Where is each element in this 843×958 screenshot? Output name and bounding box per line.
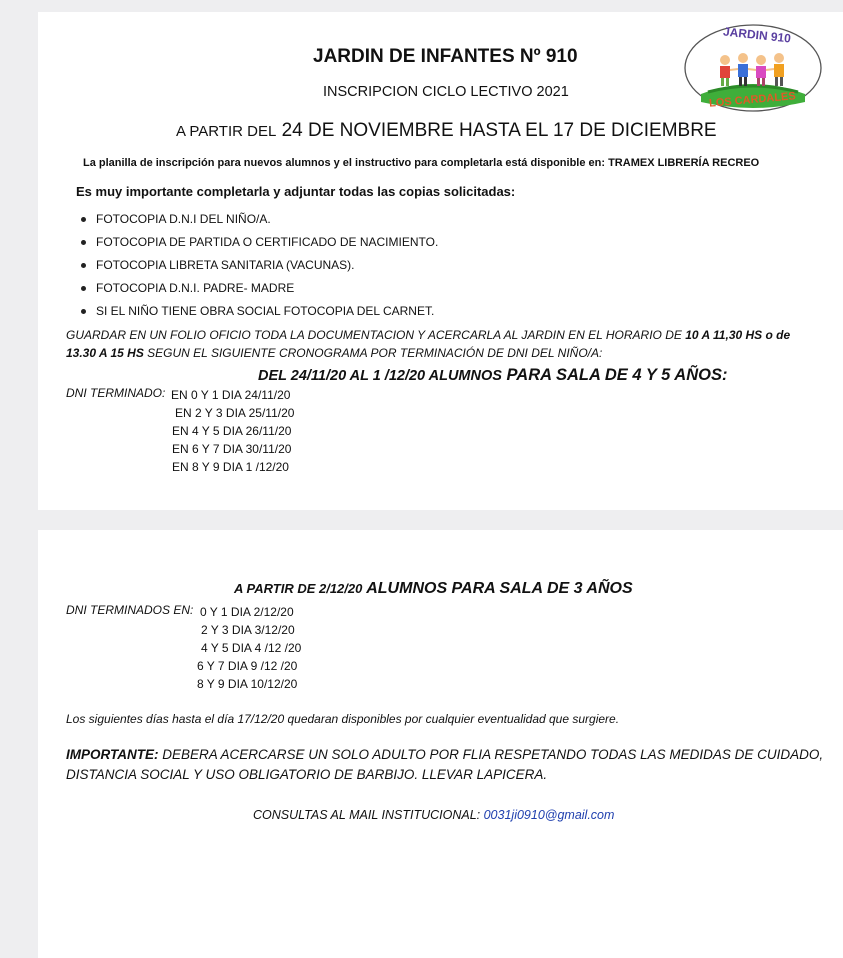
contact-line	[253, 808, 614, 822]
instructions-text: GUARDAR EN UN FOLIO OFICIO TODA LA DOCUMENTACION Y ACERCARLA AL JARDIN EN EL HORARIO DE	[66, 328, 686, 342]
list-item: EN 4 Y 5 DIA 26/11/20	[172, 424, 292, 438]
date-range: 24 DE NOVIEMBRE HASTA EL 17 DE DICIEMBRE	[281, 120, 717, 141]
heading-sala: PARA SALA DE 4 Y 5 AÑOS:	[501, 366, 728, 384]
list-item: EN 6 Y 7 DIA 30/11/20	[172, 442, 292, 456]
date-prefix: A PARTIR DEL	[176, 123, 277, 140]
list-item: FOTOCOPIA LIBRETA SANITARIA (VACUNAS).	[78, 254, 438, 277]
instructions-line-2	[66, 346, 602, 360]
list-item: FOTOCOPIA D.N.I DEL NIÑO/A.	[78, 208, 438, 231]
registration-dates	[176, 120, 717, 142]
list-item: 8 Y 9 DIA 10/12/20	[197, 677, 298, 691]
logo-bottom-text: LOS CARDALES	[708, 90, 797, 110]
list-item: EN 8 Y 9 DIA 1 /12/20	[172, 460, 289, 474]
list-item: EN 0 Y 1 DIA 24/11/20	[171, 388, 291, 402]
list-item: 2 Y 3 DIA 3/12/20	[201, 623, 295, 637]
school-logo	[683, 22, 823, 114]
contact-label: CONSULTAS AL MAIL INSTITUCIONAL:	[253, 808, 484, 822]
list-item: EN 2 Y 3 DIA 25/11/20	[175, 406, 295, 420]
schedule-list	[171, 386, 294, 476]
important-text: Es muy importante completarla y adjuntar todas las copias solicitadas:	[76, 184, 516, 199]
list-item: 6 Y 7 DIA 9 /12 /20	[197, 659, 298, 673]
page-subtitle: INSCRIPCION CICLO LECTIVO 2021	[323, 84, 569, 100]
important-label: IMPORTANTE:	[66, 747, 159, 762]
sala-4-5-heading	[258, 366, 727, 385]
important-line-1	[66, 747, 823, 762]
heading-sala: ALUMNOS PARA SALA DE 3 AÑOS	[362, 580, 633, 597]
list-item: 4 Y 5 DIA 4 /12 /20	[201, 641, 302, 655]
schedule-list	[197, 603, 302, 693]
instructions-line-1	[66, 328, 790, 342]
heading-dates: A PARTIR DE 2/12/20	[234, 581, 363, 596]
heading-dates: DEL 24/11/20 AL 1 /12/20 ALUMNOS	[258, 368, 502, 384]
sala-3-heading	[234, 580, 633, 598]
list-item: FOTOCOPIA D.N.I. PADRE- MADRE	[78, 277, 438, 300]
list-item: SI EL NIÑO TIENE OBRA SOCIAL FOTOCOPIA DEL CARNET.	[78, 300, 438, 323]
page-title: JARDIN DE INFANTES Nº 910	[313, 46, 578, 67]
dni-label: DNI TERMINADOS EN:	[66, 603, 194, 617]
dni-label: DNI TERMINADO:	[66, 386, 166, 400]
email-link[interactable]: 0031ji0910@gmail.com	[483, 808, 615, 822]
important-line-2: DISTANCIA SOCIAL Y USO OBLIGATORIO DE BARBIJO. LLEVAR LAPICERA.	[66, 767, 548, 782]
document-page-1	[38, 12, 843, 510]
list-item: FOTOCOPIA DE PARTIDA O CERTIFICADO DE NACIMIENTO.	[78, 231, 438, 254]
list-item: 0 Y 1 DIA 2/12/20	[200, 605, 294, 619]
availability-text: La planilla de inscripción para nuevos alumnos y el instructivo para completarla está disponible en: TRAMEX LIBRERÍA RECREO	[83, 157, 760, 169]
hours-text: 10 A 11,30 HS o de	[685, 328, 791, 342]
requirements-list	[78, 208, 438, 323]
important-text: DEBERA ACERCARSE UN SOLO ADULTO POR FLIA RESPETANDO TODAS LAS MEDIDAS DE CUIDADO,	[158, 747, 824, 762]
note-text: Los siguientes días hasta el día 17/12/20 quedaran disponibles por cualquier eventualidad que surgiere.	[66, 712, 620, 726]
instructions-text: SEGUN EL SIGUIENTE CRONOGRAMA POR TERMINACIÓN DE DNI DEL NIÑO/A:	[143, 346, 603, 360]
hours-text: 13.30 A 15 HS	[66, 346, 144, 360]
logo-top-text: JARDIN 910	[722, 24, 792, 46]
document-page-2	[38, 530, 843, 958]
